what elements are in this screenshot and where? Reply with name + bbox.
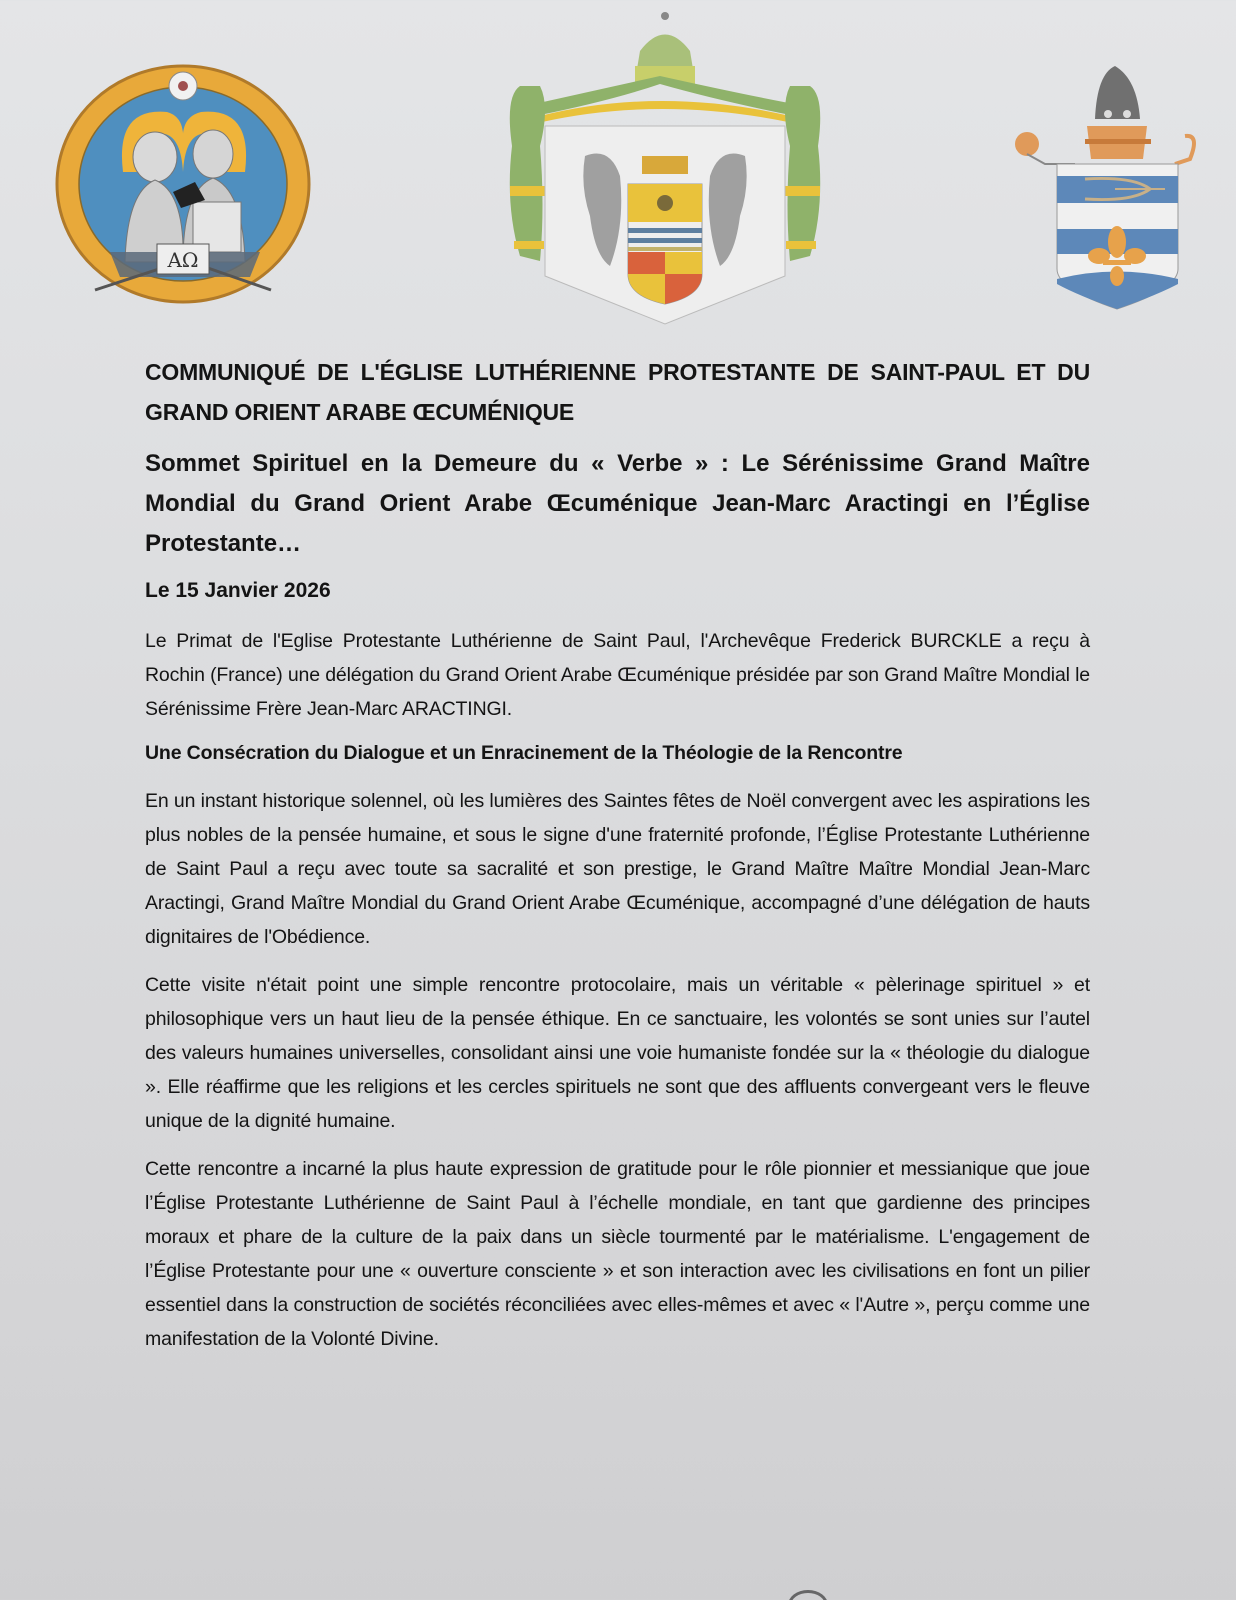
grand-orient-coat-of-arms	[500, 6, 830, 331]
alpha-omega-text: AΩ	[167, 248, 199, 272]
episcopal-coat-of-arms	[1015, 64, 1205, 314]
body-paragraph: Cette rencontre a incarné la plus haute expression de gratitude pour le rôle pionnier et messianique que joue l’Église Protestante Luthérienne de Saint Paul à l’échelle mondiale, en tant que gardienne des principes moraux et phare de la culture de la paix dans un siècle tourmenté par le matérialisme. L'engagement de l’Église Protestante pour une « ouverture consciente » et son interaction avec les civilisations en font un pilier essentiel dans la construction de sociétés réconciliées avec elles-mêmes et avec « l'Autre », perçu comme une manifestation de la Volonté Divine.	[145, 1158, 1090, 1350]
communique-title: COMMUNIQUÉ DE L'ÉGLISE LUTHÉRIENNE PROTESTANTE DE SAINT-PAUL ET DU GRAND ORIENT ARABE ŒCUMÉNIQUE	[145, 359, 1090, 425]
page-bottom-mark	[788, 1590, 828, 1600]
communique-body	[145, 352, 1090, 1356]
communique-subtitle: Sommet Spirituel en la Demeure du « Verbe » : Le Sérénissime Grand Maître Mondial du Grand Orient Arabe Œcuménique Jean-Marc Aractingi en l’Église Protestante…	[145, 450, 1090, 557]
body-paragraph: Cette visite n'était point une simple rencontre protocolaire, mais un véritable « pèlerinage spirituel » et philosophique vers un haut lieu de la pensée éthique. En ce sanctuaire, les volontés se sont unies sur l’autel des valeurs humaines universelles, consolidant ainsi une voie humaniste fondée sur la « théologie du dialogue ». Elle réaffirme que les religions et les cercles spirituels ne sont que des affluents convergeant vers le fleuve unique de la dignité humaine.	[145, 974, 1090, 1132]
mitre-shield-icon	[1015, 64, 1205, 314]
lutheran-seal-emblem	[55, 62, 315, 310]
seal-icon	[55, 62, 315, 310]
communique-date: Le 15 Janvier 2026	[145, 579, 331, 602]
section-heading: Une Consécration du Dialogue et un Enracinement de la Théologie de la Rencontre	[145, 742, 903, 764]
intro-paragraph: Le Primat de l'Eglise Protestante Luthérienne de Saint Paul, l'Archevêque Frederick BURCKLE a reçu à Rochin (France) une délégation du Grand Orient Arabe Œcuménique présidée par son Grand Maître Mondial le Sérénissime Frère Jean-Marc ARACTINGI.	[145, 630, 1090, 720]
body-paragraph: En un instant historique solennel, où les lumières des Saintes fêtes de Noël convergent avec les aspirations les plus nobles de la pensée humaine, et sous le signe d'une fraternité profonde, l’Église Protestante Luthérienne de Saint Paul a reçu avec toute sa sacralité et son prestige, le Grand Maître Maître Mondial Jean-Marc Aractingi, Grand Maître Mondial du Grand Orient Arabe Œcuménique, accompagné d’une délégation de hauts dignitaires de l'Obédience.	[145, 790, 1090, 948]
coat-of-arms-icon	[500, 6, 830, 331]
